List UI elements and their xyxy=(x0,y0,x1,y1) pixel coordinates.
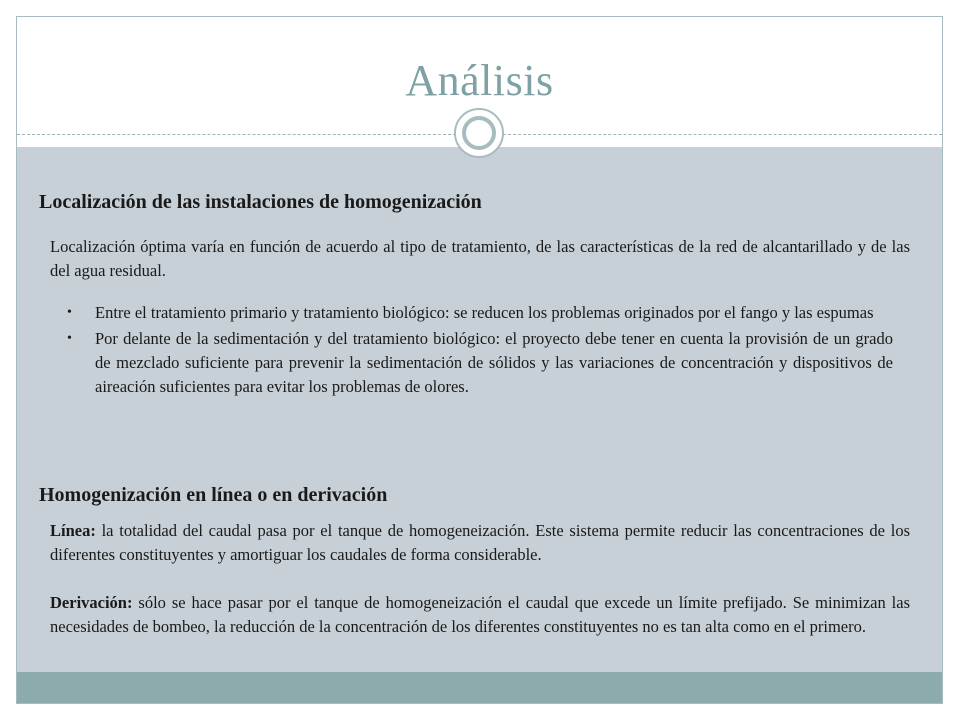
bullet-item-2 xyxy=(67,327,893,399)
section2-heading: Homogenización en línea o en derivación xyxy=(39,484,388,506)
slide xyxy=(16,16,943,704)
section1-bullet-list xyxy=(67,301,893,401)
bullet-text-2: Por delante de la sedimentación y del tratamiento biológico: el proyecto debe tener en cuenta la provisión de un grado de mezclado suficiente para prevenir la sedimentación de sólidos y las variaciones de concentración y dispositivos de aireación suficientes para evitar los problemas de olores. xyxy=(95,329,893,396)
slide-title: Análisis xyxy=(405,56,554,105)
ring-inner xyxy=(462,116,496,150)
content-panel xyxy=(17,147,942,672)
derivacion-text: sólo se hace pasar por el tanque de homogeneización el caudal que excede un límite prefijado. Se minimizan las necesidades de bombeo, la reducción de la concentración de los diferentes constituyentes no es tan alta como en el primero. xyxy=(50,593,910,636)
derivacion-paragraph xyxy=(50,591,910,639)
bullet-item-1 xyxy=(67,301,893,325)
decorative-ring-icon xyxy=(454,108,504,158)
linea-paragraph xyxy=(50,519,910,567)
bullet-text-1: Entre el tratamiento primario y tratamiento biológico: se reducen los problemas originados por el fango y las espumas xyxy=(95,303,874,322)
linea-term: Línea: xyxy=(50,521,96,540)
footer-bar xyxy=(17,672,942,704)
bullet-dot-icon: • xyxy=(67,305,72,320)
section1-intro: Localización óptima varía en función de acuerdo al tipo de tratamiento, de las características de la red de alcantarillado y de las del agua residual. xyxy=(50,237,910,280)
section1-heading: Localización de las instalaciones de homogenización xyxy=(39,191,482,213)
bullet-dot-icon: • xyxy=(67,331,72,346)
derivacion-term: Derivación: xyxy=(50,593,133,612)
linea-text: la totalidad del caudal pasa por el tanque de homogeneización. Este sistema permite reducir las concentraciones de los diferentes constituyentes y amortiguar los caudales de forma considerable. xyxy=(50,521,910,564)
